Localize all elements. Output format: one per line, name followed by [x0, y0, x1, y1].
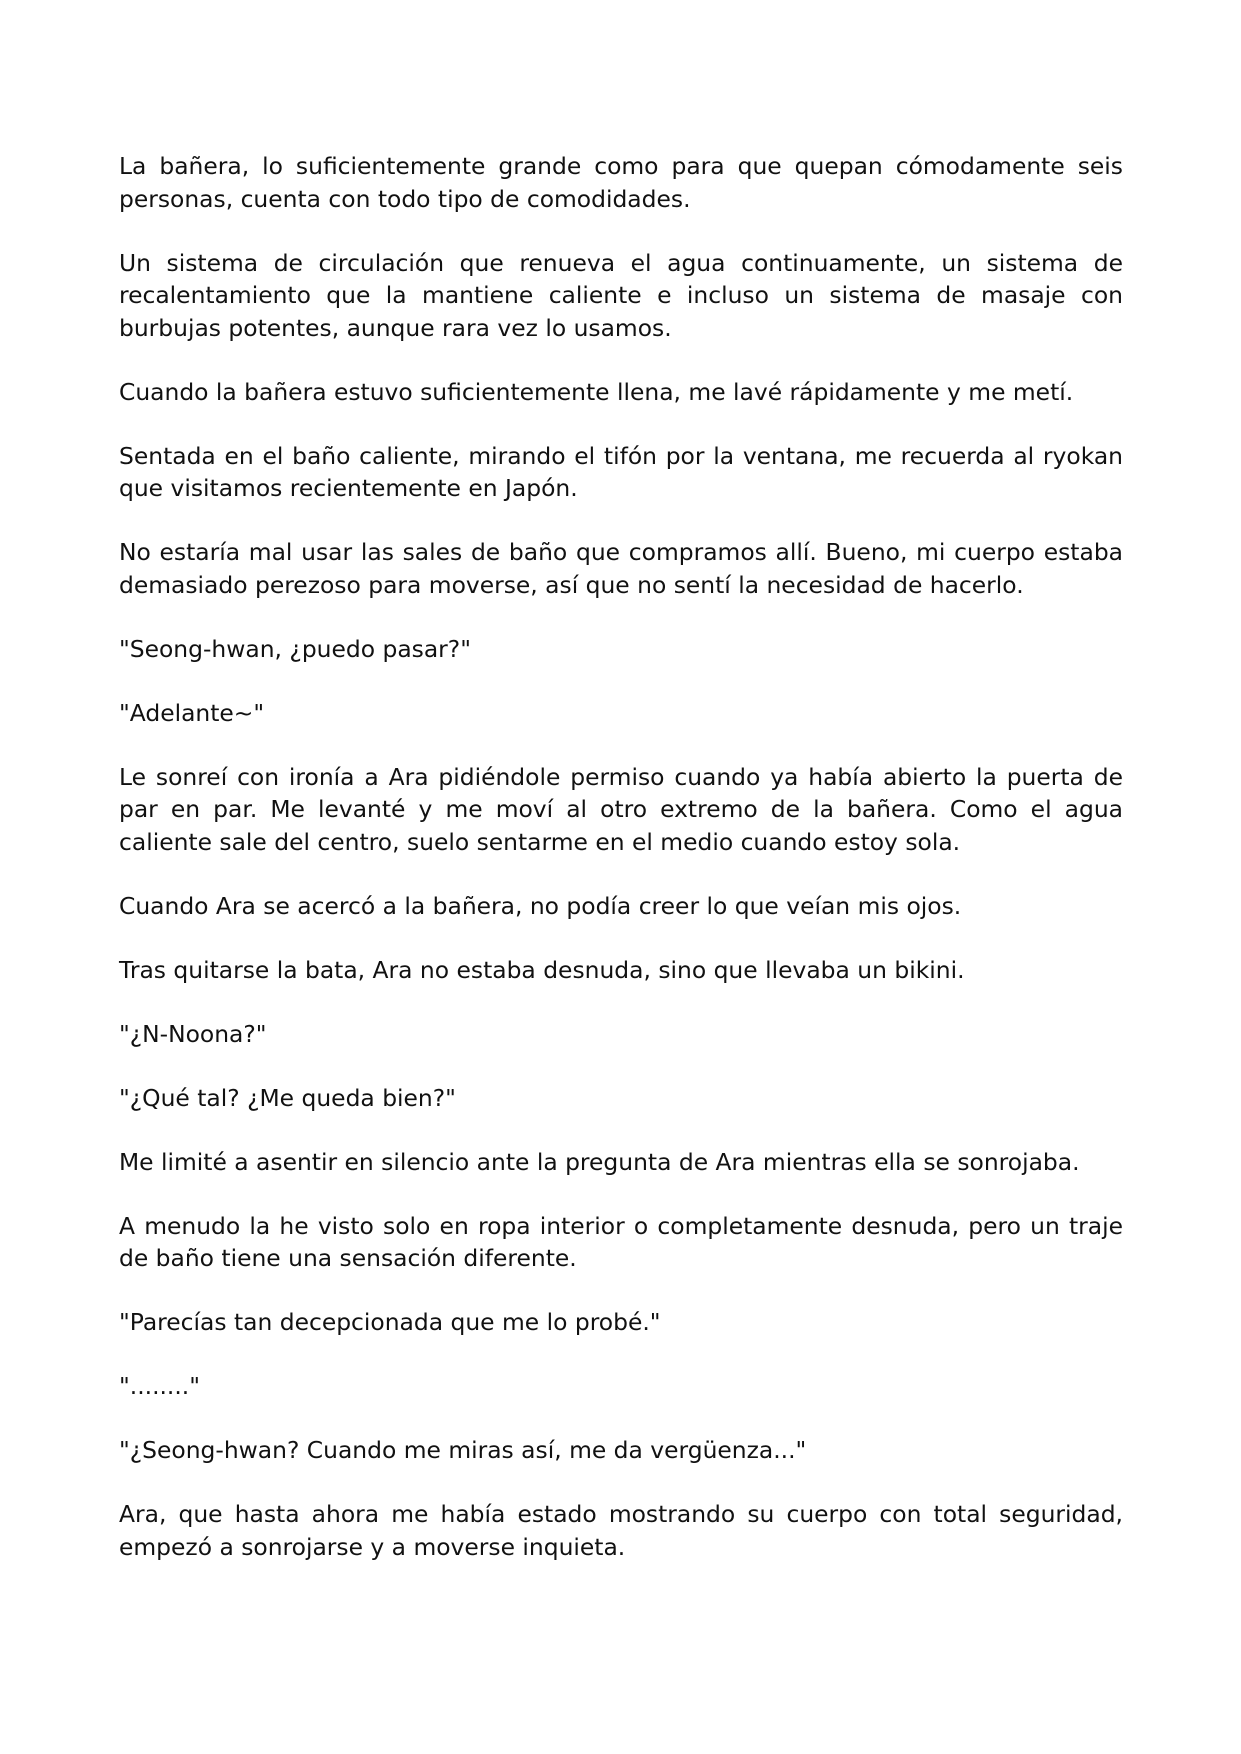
dialogue-line: "........": [119, 1372, 200, 1400]
paragraph: La bañera, lo suficientemente grande como para que quepan cómodamente seis personas, cuenta con todo tipo de comodidades.: [119, 152, 1123, 213]
paragraph: A menudo la he visto solo en ropa interior o completamente desnuda, pero un traje de baño tiene una sensación diferente.: [119, 1211, 1123, 1272]
paragraph: Cuando Ara se acercó a la bañera, no podía creer lo que veían mis ojos.: [119, 891, 962, 920]
dialogue-line: "Parecías tan decepcionada que me lo probé.": [119, 1308, 661, 1336]
paragraph: Tras quitarse la bata, Ara no estaba desnuda, sino que llevaba un bikini.: [119, 955, 965, 984]
paragraph: No estaría mal usar las sales de baño que compramos allí. Bueno, mi cuerpo estaba demasiado perezoso para moverse, así que no sentí la necesidad de hacerlo.: [119, 538, 1123, 599]
dialogue-line: "Seong-hwan, ¿puedo pasar?": [119, 634, 471, 663]
paragraph: Sentada en el baño caliente, mirando el tifón por la ventana, me recuerda al ryokan que visitamos recientemente en Japón.: [119, 441, 1123, 502]
paragraph: Ara, que hasta ahora me había estado mostrando su cuerpo con total seguridad, empezó a sonrojarse y a moverse inquieta.: [119, 1500, 1123, 1561]
dialogue-line: "Adelante~": [119, 698, 265, 727]
paragraph: Cuando la bañera estuvo suficientemente llena, me lavé rápidamente y me metí.: [119, 377, 1074, 406]
dialogue-line: "¿Seong-hwan? Cuando me miras así, me da vergüenza...": [119, 1436, 807, 1464]
dialogue-line: "¿Qué tal? ¿Me queda bien?": [119, 1083, 456, 1112]
paragraph: Le sonreí con ironía a Ara pidiéndole permiso cuando ya había abierto la puerta de par en par. Me levanté y me moví al otro extremo de la bañera. Como el agua caliente sale del centro, suelo sentarme en el medio cuando estoy sola.: [119, 762, 1123, 856]
dialogue-line: "¿N-Noona?": [119, 1019, 267, 1048]
paragraph: Me limité a asentir en silencio ante la pregunta de Ara mientras ella se sonrojaba.: [119, 1147, 1080, 1176]
paragraph: Un sistema de circulación que renueva el agua continuamente, un sistema de recalentamiento que la mantiene caliente e incluso un sistema de masaje con burbujas potentes, aunque rara vez lo usamos.: [119, 248, 1123, 342]
document-body: [119, 150, 1123, 1563]
